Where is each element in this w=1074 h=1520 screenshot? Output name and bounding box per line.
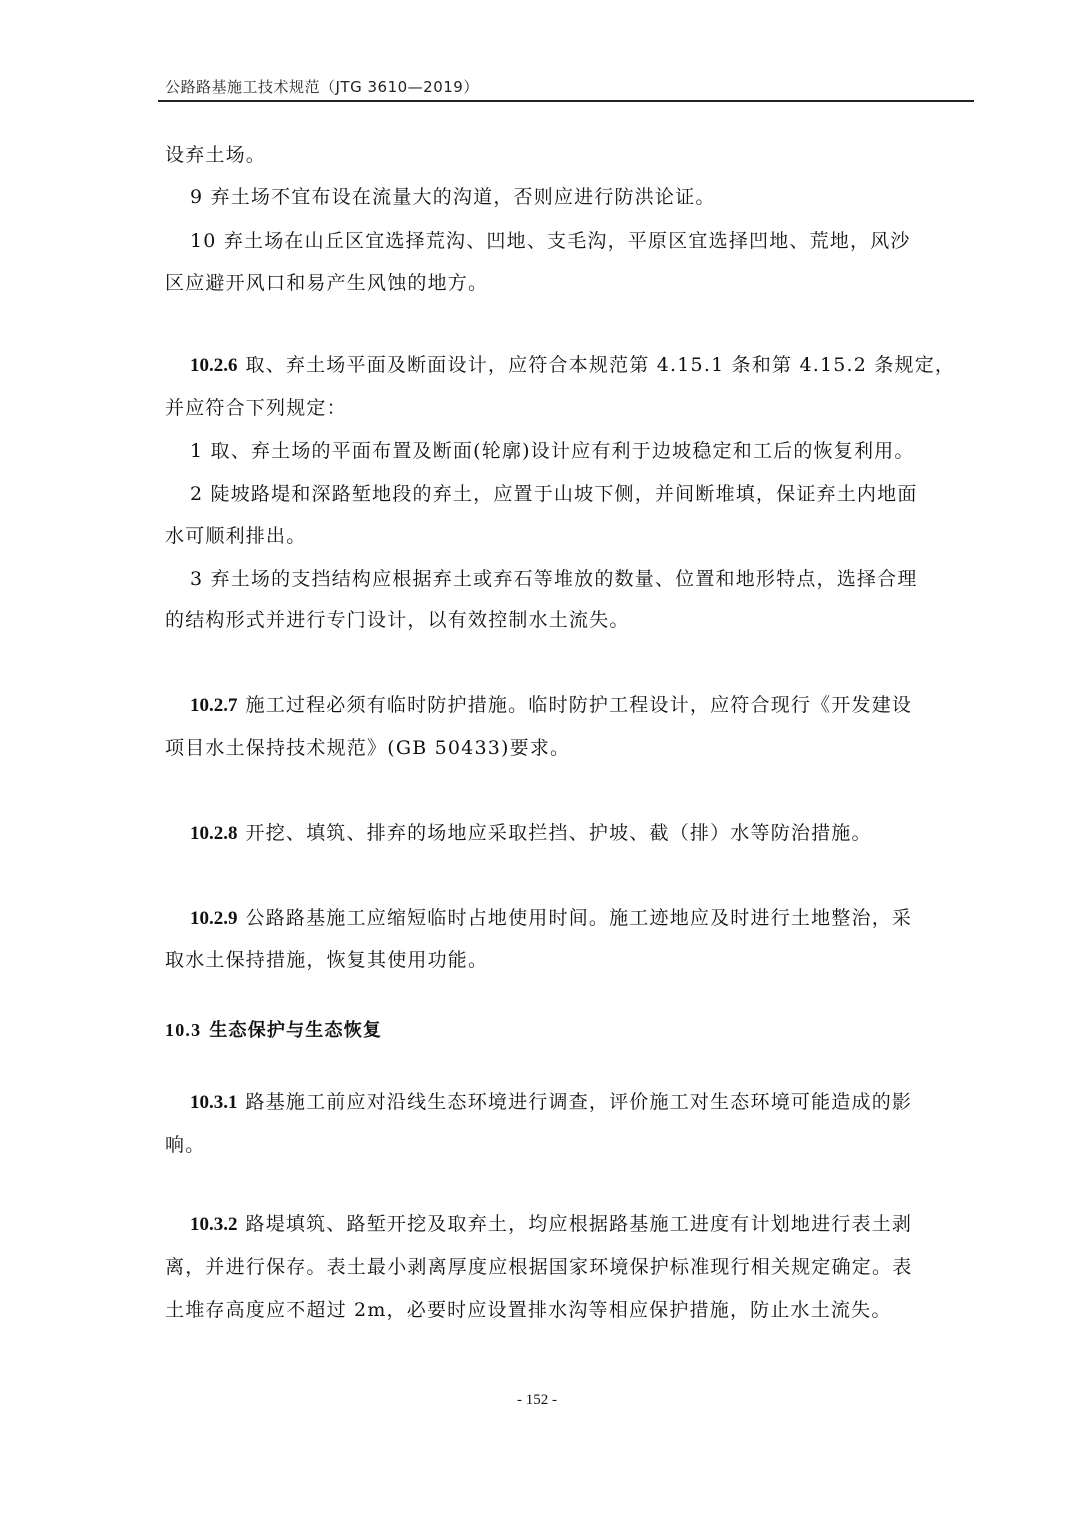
section-number: 10.3	[165, 1020, 202, 1040]
clause-number: 10.3.2	[190, 1214, 238, 1235]
section-heading	[165, 1016, 382, 1042]
paragraph-line: 取水土保持措施，恢复其使用功能。	[165, 949, 489, 971]
paragraph-line: 1 取、弃土场的平面布置及断面(轮廓)设计应有利于边坡稳定和工后的恢复利用。	[190, 440, 915, 462]
page-header: 公路路基施工技术规范（JTG 3610—2019）	[165, 78, 479, 96]
clause-text: 开挖、填筑、排弃的场地应采取拦挡、护坡、截（排）水等防治措施。	[245, 822, 872, 844]
page-number: - 152 -	[517, 1392, 557, 1408]
paragraph-line: 项目水土保持技术规范》(GB 50433)要求。	[165, 737, 571, 759]
clause-number: 10.2.7	[190, 695, 238, 716]
clause-number: 10.2.6	[190, 355, 238, 376]
paragraph-line: 离，并进行保存。表土最小剥离厚度应根据国家环境保护标准现行相关规定确定。表	[165, 1256, 913, 1278]
clause-text: 取、弃土场平面及断面设计，应符合本规范第 4.15.1 条和第 4.15.2 条规定，	[245, 354, 956, 376]
clause-line	[190, 690, 912, 717]
clause-line	[190, 1209, 912, 1236]
clause-text: 路堤填筑、路堑开挖及取弃土，均应根据路基施工进度有计划地进行表土剥	[245, 1213, 913, 1235]
clause-line	[190, 903, 912, 930]
paragraph-line: 10 弃土场在山丘区宜选择荒沟、凹地、支毛沟，平原区宜选择凹地、荒地，风沙	[190, 230, 911, 252]
paragraph-line: 9 弃土场不宜布设在流量大的沟道，否则应进行防洪论证。	[190, 186, 716, 208]
clause-text: 路基施工前应对沿线生态环境进行调查，评价施工对生态环境可能造成的影	[245, 1091, 913, 1113]
clause-line	[190, 1087, 912, 1114]
section-title: 生态保护与生态恢复	[209, 1020, 383, 1041]
clause-text: 施工过程必须有临时防护措施。临时防护工程设计，应符合现行《开发建设	[245, 694, 913, 716]
paragraph-line: 土堆存高度应不超过 2m，必要时应设置排水沟等相应保护措施，防止水土流失。	[165, 1299, 892, 1321]
clause-line	[190, 818, 872, 845]
clause-number: 10.2.9	[190, 908, 238, 929]
paragraph-line: 水可顺利排出。	[165, 525, 307, 547]
clause-number: 10.2.8	[190, 823, 238, 844]
paragraph-line: 响。	[165, 1134, 206, 1156]
header-rule	[158, 100, 974, 102]
clause-line	[190, 350, 955, 377]
paragraph-line: 区应避开风口和易产生风蚀的地方。	[165, 272, 489, 294]
clause-number: 10.3.1	[190, 1092, 238, 1113]
paragraph-line: 3 弃土场的支挡结构应根据弃土或弃石等堆放的数量、位置和地形特点，选择合理	[190, 568, 918, 590]
paragraph-line: 的结构形式并进行专门设计，以有效控制水土流失。	[165, 609, 630, 631]
paragraph-line: 设弃土场。	[165, 144, 267, 166]
clause-text: 公路路基施工应缩短临时占地使用时间。施工迹地应及时进行土地整治，采	[245, 907, 913, 929]
paragraph-line: 2 陡坡路堤和深路堑地段的弃土，应置于山坡下侧，并间断堆填，保证弃土内地面	[190, 483, 918, 505]
paragraph-line: 并应符合下列规定：	[165, 397, 347, 419]
